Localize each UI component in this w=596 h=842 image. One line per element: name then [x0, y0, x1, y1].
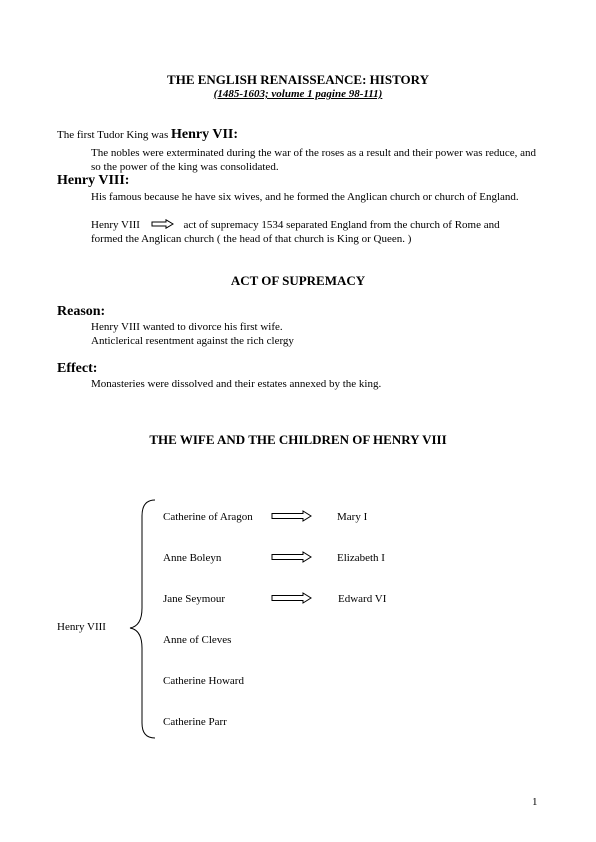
henry8-text2-rest: act of supremacy 1534 separated England from the church of Rome and — [183, 219, 500, 231]
wife-name-3: Jane Seymour — [163, 593, 226, 605]
henry8-text1: His famous because he have six wives, and he formed the Anglican church or church of England. — [91, 191, 519, 203]
family-root: Henry VIII — [57, 621, 106, 633]
reason-line-2: Anticlerical resentment against the rich clergy — [91, 335, 294, 347]
wife-name-5: Catherine Howard — [163, 675, 244, 687]
reason-line-1: Henry VIII wanted to divorce his first wife. — [91, 321, 283, 333]
document-title: THE ENGLISH RENAISSEANCE: HISTORY — [167, 72, 429, 87]
right-arrow-icon — [271, 510, 313, 522]
intro-line — [57, 128, 537, 142]
wife-name-6: Catherine Parr — [163, 716, 227, 728]
wife-name-4: Anne of Cleves — [163, 634, 232, 646]
supremacy-heading: ACT OF SUPREMACY — [230, 273, 366, 288]
document-subtitle: (1485-1603; volume 1 pagine 98-111) — [213, 88, 383, 100]
effect-label: Effect: — [57, 361, 98, 376]
child-name-3: Edward VI — [338, 593, 387, 605]
child-name-1: Mary I — [337, 511, 368, 523]
intro-king: Henry VII: — [170, 127, 239, 142]
henry8-heading: Henry VIII: — [57, 173, 130, 188]
intro-text: The nobles were exterminated during the war of the roses as a result and their power was reduce, and so the power of the king was consolidated. — [91, 147, 537, 173]
henry8-text2-cont: formed the Anglican church ( the head of that church is King or Queen. ) — [91, 233, 412, 245]
reason-label: Reason: — [57, 304, 106, 319]
henry8-text2 — [91, 218, 561, 232]
child-name-2: Elizabeth I — [337, 552, 385, 564]
page-number: 1 — [532, 796, 538, 808]
right-arrow-icon — [271, 592, 313, 604]
curly-brace-icon — [120, 498, 160, 743]
wife-name-2: Anne Boleyn — [163, 552, 222, 564]
right-arrow-icon — [271, 551, 313, 563]
intro-prefix: The first Tudor King was — [57, 129, 171, 141]
wife-name-1: Catherine of Aragon — [163, 511, 253, 523]
effect-line: Monasteries were dissolved and their estates annexed by the king. — [91, 378, 382, 390]
family-heading: THE WIFE AND THE CHILDREN OF HENRY VIII — [149, 432, 447, 447]
right-arrow-icon — [151, 219, 175, 229]
henry8-text2-label: Henry VIII — [91, 219, 140, 231]
